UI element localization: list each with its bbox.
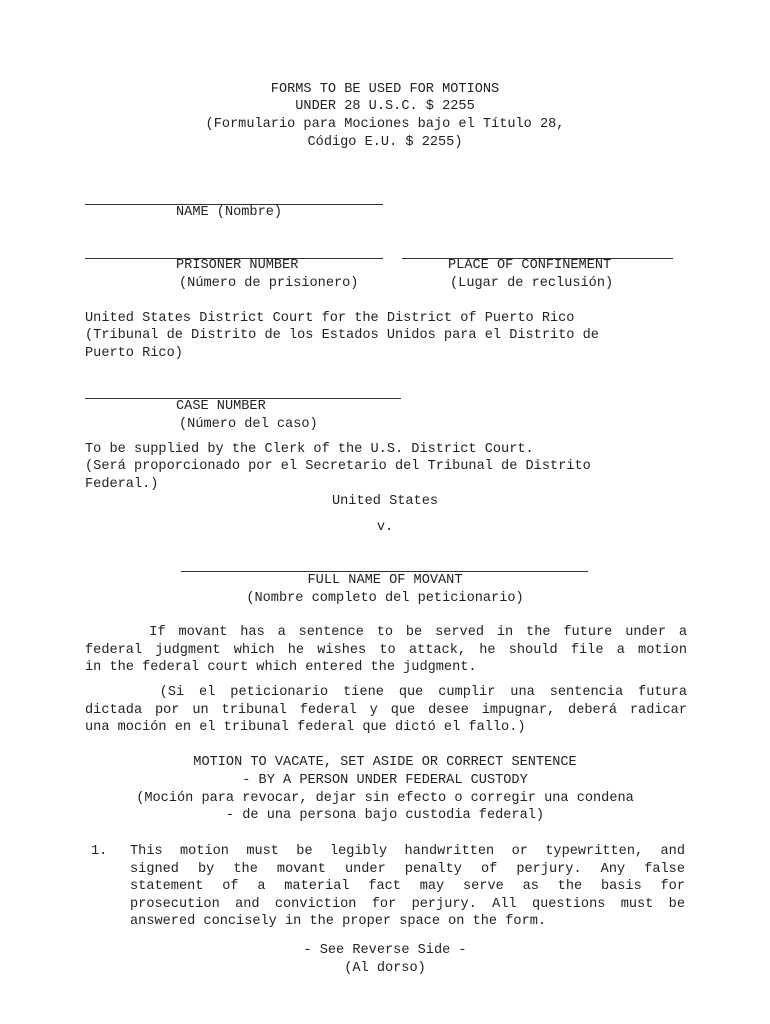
place-of-confinement-label: PLACE OF CONFINEMENT (448, 258, 612, 273)
clerk-note-line-1: To be supplied by the Clerk of the U.S. District Court. (85, 442, 534, 457)
form-title-es: (Formulario para Mociones bajo el Título 28, (205, 117, 565, 132)
instruction-es-line: dictada por un tribunal federal y que desee impugnar, deberá radicar (85, 702, 687, 718)
item-1-line: This motion must be legibly handwritten or typewritten, and (130, 844, 685, 859)
name-label: NAME (Nombre) (176, 205, 283, 220)
court-line-1: United States District Court for the District of Puerto Rico (85, 311, 575, 326)
item-1-line: signed by the movant under penalty of perjury. Any false (130, 861, 685, 877)
plaintiff-name: United States (331, 494, 439, 509)
prisoner-number-label: PRISONER NUMBER (176, 258, 299, 273)
clerk-note-line-2: (Será proporcionado por el Secretario del Tribunal de Distrito (85, 459, 591, 474)
instruction-es-line: (Si el peticionario tiene que cumplir una sentencia futura (85, 685, 687, 700)
movant-label: FULL NAME OF MOVANT (307, 573, 463, 588)
versus: v. (376, 520, 394, 535)
instruction-es-line: una moción en el tribunal federal que dictó el fallo.) (85, 720, 526, 735)
case-number-label: CASE NUMBER (176, 399, 266, 414)
instruction-en-line: If movant has a sentence to be served in the future under a (85, 625, 687, 640)
form-title: FORMS TO BE USED FOR MOTIONS (270, 82, 500, 97)
court-line-3: Puerto Rico) (85, 346, 183, 361)
item-1-text (130, 843, 685, 931)
movant-label-es: (Nombre completo del peticionario) (246, 591, 524, 606)
instruction-en-line: federal judgment which he wishes to attack, he should file a motion (85, 642, 687, 658)
prisoner-number-label-es: (Número de prisionero) (179, 276, 359, 291)
motion-subtitle-es: - de una persona bajo custodia federal) (225, 808, 545, 823)
motion-title-es: (Moción para revocar, dejar sin efecto o corregir una condena (136, 791, 634, 806)
instruction-paragraph-es (85, 684, 687, 737)
instruction-paragraph-en (85, 624, 687, 677)
motion-title: MOTION TO VACATE, SET ASIDE OR CORRECT SENTENCE (193, 755, 577, 770)
motion-subtitle: - BY A PERSON UNDER FEDERAL CUSTODY (242, 773, 528, 788)
court-line-2: (Tribunal de Distrito de los Estados Unidos para el Distrito de (85, 328, 599, 343)
place-of-confinement-label-es: (Lugar de reclusión) (450, 276, 614, 291)
see-reverse-side: - See Reverse Side - (303, 943, 467, 958)
form-subtitle: UNDER 28 U.S.C. $ 2255 (295, 99, 475, 114)
case-number-label-es: (Número del caso) (179, 417, 318, 432)
item-number: 1. (91, 844, 108, 859)
form-subtitle-es: Código E.U. $ 2255) (307, 135, 463, 150)
item-1-line: prosecution and conviction for perjury. All questions must be (130, 896, 685, 912)
item-1-line: answered concisely in the proper space on the form. (130, 914, 547, 929)
clerk-note-line-3: Federal.) (85, 477, 159, 492)
item-1-line: statement of a material fact may serve as the basis for (130, 879, 685, 894)
instruction-en-line: in the federal court which entered the judgment. (85, 660, 477, 675)
al-dorso: (Al dorso) (344, 961, 426, 976)
